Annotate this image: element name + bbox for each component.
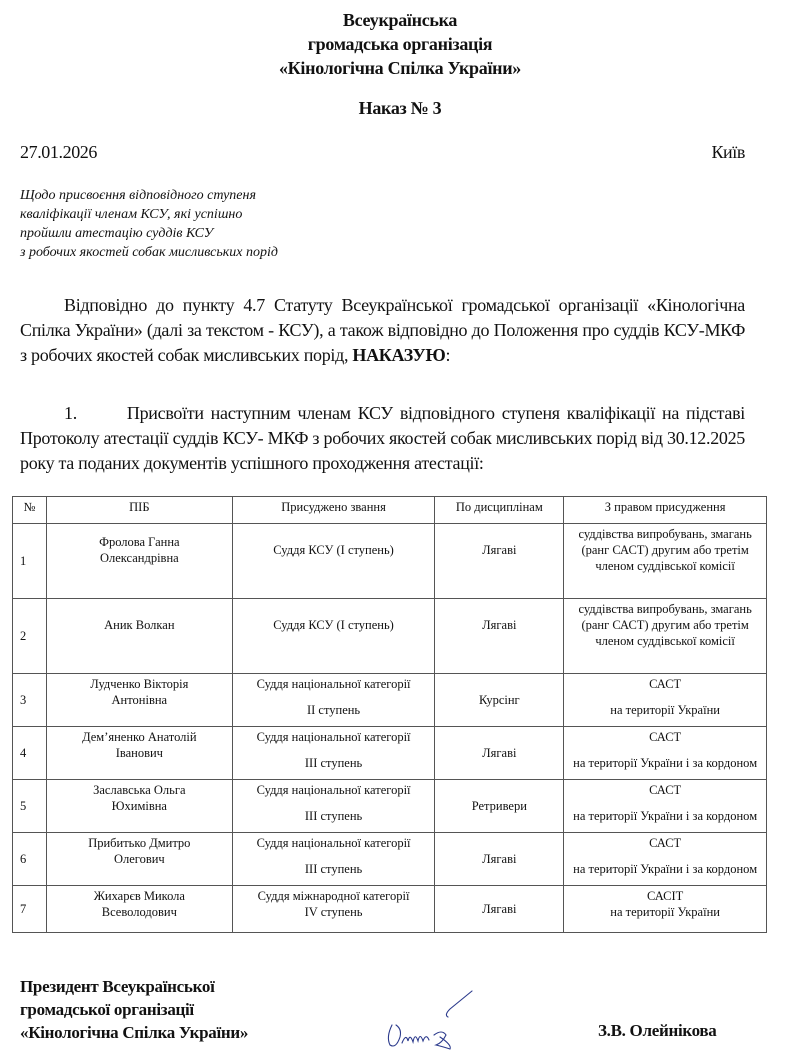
signatory-position: [20, 975, 248, 1044]
award-right: суддівства випробувань, змагань (ранг САСТ) другим або третім членом суддівської комісії: [564, 599, 767, 674]
discipline: Ретривери: [435, 780, 564, 833]
judge-name: Аник Волкан: [46, 599, 232, 674]
position-line-2: громадської організації: [20, 1000, 194, 1019]
header-discipline: По дисциплінам: [435, 497, 564, 524]
judge-name: Жихарєв Микола Всеволодович: [46, 886, 232, 933]
organization-header: [0, 8, 800, 80]
subject-line-2: кваліфікації членам КСУ, які успішно: [20, 207, 243, 222]
judge-name: Прибитько Дмитро Олегович: [46, 833, 232, 886]
subject-line-4: з робочих якостей собак мисливських порід: [20, 245, 278, 260]
header-number: №: [13, 497, 47, 524]
awarded-title: Суддя національної категорії ІІІ ступень: [232, 833, 435, 886]
org-name-line-2: громадська організація: [307, 34, 493, 54]
order-colon: :: [445, 345, 451, 365]
row-number: 5: [13, 780, 47, 833]
award-right: САСТ на території України і за кордоном: [564, 727, 767, 780]
order-city: Київ: [711, 142, 745, 162]
date-place-row: [20, 142, 745, 163]
discipline: Лягаві: [435, 599, 564, 674]
table-row: [13, 780, 767, 833]
header-right: З правом присудження: [564, 497, 767, 524]
table-row: [13, 727, 767, 780]
item-text: Присвоїти наступним членам КСУ відповідного ступеня кваліфікації на підставі Протоколу атестації суддів КСУ- МКФ з робочих якостей собак мисливських порід від 30.12.2025 року та поданих документів успішного проходження атестації:: [20, 403, 745, 473]
row-number: 1: [13, 524, 47, 599]
preamble-paragraph: [20, 293, 745, 368]
discipline: Лягаві: [435, 524, 564, 599]
handwritten-signature-icon: [380, 985, 480, 1055]
row-number: 4: [13, 727, 47, 780]
header-title: Присуджено звання: [232, 497, 435, 524]
table-row: [13, 599, 767, 674]
org-name-line-1: Всеукраїнська: [342, 10, 458, 30]
judge-name: Лудченко Вікторія Антонівна: [46, 674, 232, 727]
subject-line-3: пройшли атестацію суддів КСУ: [20, 226, 214, 241]
order-title: Наказ № 3: [358, 98, 442, 118]
judge-name: Заславська Ольга Юхимівна: [46, 780, 232, 833]
discipline: Лягаві: [435, 833, 564, 886]
row-number: 3: [13, 674, 47, 727]
discipline: Курсінг: [435, 674, 564, 727]
signer-name: З.В. Олейнікова: [598, 1021, 717, 1040]
table-row: [13, 674, 767, 727]
award-right: САСІТ на території України: [564, 886, 767, 933]
judge-name: Дем’яненко Анатолій Іванович: [46, 727, 232, 780]
awarded-title: Суддя національної категорії ІІІ ступень: [232, 780, 435, 833]
judges-table: [12, 496, 767, 933]
row-number: 7: [13, 886, 47, 933]
item-number: 1.: [64, 403, 77, 423]
subject-line-1: Щодо присвоєння відповідного ступеня: [20, 188, 256, 203]
order-word: НАКАЗУЮ: [352, 345, 446, 365]
table-header-row: [13, 497, 767, 524]
table-row: [13, 833, 767, 886]
order-subject: [20, 186, 420, 262]
award-right: суддівства випробувань, змагань (ранг САСТ) другим або третім членом суддівської комісії: [564, 524, 767, 599]
awarded-title: Суддя КСУ (І ступень): [232, 524, 435, 599]
judge-name: Фролова Ганна Олександрівна: [46, 524, 232, 599]
discipline: Лягаві: [435, 886, 564, 933]
order-item-1: [20, 401, 745, 476]
awarded-title: Суддя КСУ (І ступень): [232, 599, 435, 674]
table-row: [13, 524, 767, 599]
row-number: 6: [13, 833, 47, 886]
org-name-line-3: «Кінологічна Спілка України»: [278, 58, 521, 78]
award-right: САСТ на території України: [564, 674, 767, 727]
row-number: 2: [13, 599, 47, 674]
discipline: Лягаві: [435, 727, 564, 780]
awarded-title: Суддя національної категорії ІІ ступень: [232, 674, 435, 727]
header-name: ПІБ: [46, 497, 232, 524]
table-row: [13, 886, 767, 933]
order-date: 27.01.2026: [20, 142, 98, 162]
award-right: САСТ на території України і за кордоном: [564, 833, 767, 886]
awarded-title: Суддя національної категорії ІІІ ступень: [232, 727, 435, 780]
preamble-text: Відповідно до пункту 4.7 Статуту Всеукраїнської громадської організації «Кінологічна Спілка України» (далі за текстом - КСУ), а також відповідно до Положення про суддів КСУ-МКФ з робочих якостей собак мисливських порід,: [20, 295, 745, 365]
position-line-1: Президент Всеукраїнської: [20, 977, 215, 996]
position-line-3: «Кінологічна Спілка України»: [20, 1023, 249, 1042]
award-right: САСТ на території України і за кордоном: [564, 780, 767, 833]
awarded-title: Суддя міжнародної категорії IV ступень: [232, 886, 435, 933]
